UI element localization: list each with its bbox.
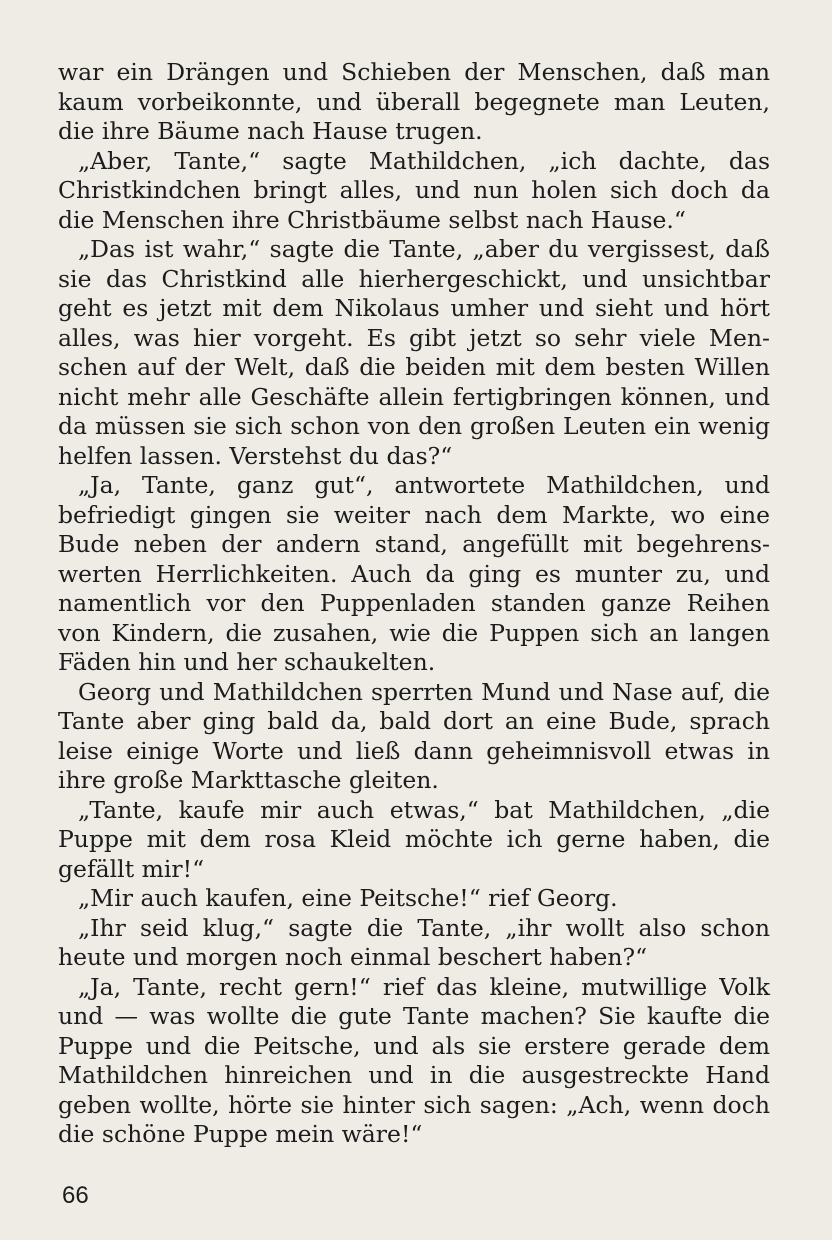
paragraph-1: war ein Drängen und Schieben der Menschen, daß man kaum vorbeikonnte, und überall begegnete man Leuten, die ihre Bäume nach Hause trugen. [58,58,770,145]
body-text [58,58,770,1150]
page-number: 66 [62,1182,89,1209]
paragraph-2: „Aber, Tante,“ sagte Mathildchen, „ich dachte, das Christkindchen bringt alles, und nun holen sich doch da die Menschen ihre Christbäume selbst nach Hause.“ [58,146,770,234]
paragraph-9: „Ja, Tante, recht gern!“ rief das kleine, mutwillige Volk und — was wollte die gute Tante machen? Sie kaufte die Puppe und die Peitsche, und als sie erstere gerade dem Mathildchen hinreichen und in die ausgestreckte Hand geben wollte, hörte sie hinter sich sagen: „Ach, wenn doch die schöne Puppe mein wäre!“ [58,972,770,1148]
paragraph-3: „Das ist wahr,“ sagte die Tante, „aber du vergissest, daß sie das Christkind alle hierhergeschickt, und unsichtbar geht es jetzt mit dem Nikolaus umher und sieht und hört alles, was hier vorgeht. Es gibt jetzt so sehr viele Menschen auf der Welt, daß die beiden mit dem besten Willen nicht mehr alle Geschäfte allein fertigbringen können, und da müssen sie sich schon von den großen Leuten ein wenig helfen lassen. Verstehst du das?“ [58,235,770,470]
paragraph-5: Georg und Mathildchen sperrten Mund und Nase auf, die Tante aber ging bald da, bald dort an eine Bude, sprach leise einige Worte und ließ dann geheimnisvoll etwas in ihre große Markttasche gleiten. [58,677,770,794]
paragraph-8: „Ihr seid klug,“ sagte die Tante, „ihr wollt also schon heute und morgen noch einmal beschert haben?“ [58,913,770,971]
paragraph-7: „Mir auch kaufen, eine Peitsche!“ rief Georg. [78,884,618,912]
paragraph-4: „Ja, Tante, ganz gut“, antwortete Mathildchen, und befriedigt gingen sie weiter nach dem Markte, wo eine Bude neben der andern stand, angefüllt mit begehrenswerten Herrlichkeiten. Auch da ging es munter zu, und namentlich vor den Puppenladen standen ganze Reihen von Kindern, die zusahen, wie die Puppen sich an langen Fäden hin und her schaukelten. [58,471,770,676]
paragraph-6: „Tante, kaufe mir auch etwas,“ bat Mathildchen, „die Puppe mit dem rosa Kleid möchte ich gerne haben, die gefällt mir!“ [58,795,770,883]
